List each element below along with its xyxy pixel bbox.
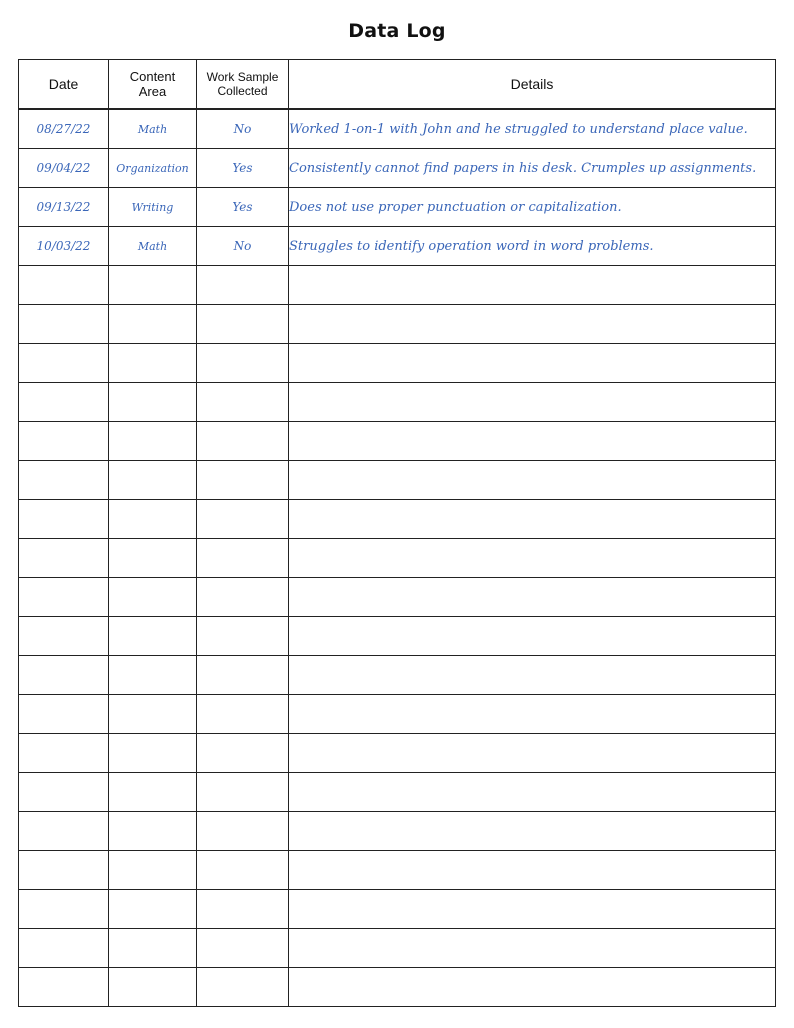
cell-details[interactable] — [289, 383, 776, 422]
cell-content-area[interactable] — [109, 266, 197, 305]
cell-date[interactable] — [19, 422, 109, 461]
cell-details[interactable] — [289, 266, 776, 305]
column-header-work-sample-line1: Work Sample — [206, 70, 279, 84]
cell-date[interactable] — [19, 578, 109, 617]
cell-details[interactable] — [289, 422, 776, 461]
cell-details[interactable] — [289, 578, 776, 617]
empty-table-row — [19, 461, 776, 500]
cell-details[interactable] — [289, 773, 776, 812]
cell-work-sample[interactable]: No — [197, 109, 289, 149]
cell-content-area[interactable]: Organization — [109, 149, 197, 188]
cell-date[interactable] — [19, 734, 109, 773]
cell-work-sample[interactable] — [197, 344, 289, 383]
cell-content-area[interactable] — [109, 812, 197, 851]
empty-table-row — [19, 500, 776, 539]
data-log-table — [18, 59, 776, 1007]
cell-work-sample[interactable] — [197, 968, 289, 1007]
cell-details[interactable] — [289, 851, 776, 890]
cell-details[interactable] — [289, 500, 776, 539]
empty-table-row — [19, 383, 776, 422]
cell-date[interactable]: 09/13/22 — [19, 188, 109, 227]
cell-content-area[interactable] — [109, 656, 197, 695]
cell-details[interactable] — [289, 812, 776, 851]
cell-date[interactable]: 08/27/22 — [19, 109, 109, 149]
empty-table-row — [19, 656, 776, 695]
cell-date[interactable] — [19, 773, 109, 812]
cell-content-area[interactable] — [109, 422, 197, 461]
cell-work-sample[interactable] — [197, 422, 289, 461]
cell-content-area[interactable] — [109, 968, 197, 1007]
page-title: Data Log — [348, 20, 446, 42]
cell-content-area[interactable] — [109, 305, 197, 344]
cell-work-sample[interactable] — [197, 851, 289, 890]
empty-table-row — [19, 578, 776, 617]
cell-date[interactable] — [19, 890, 109, 929]
cell-details[interactable] — [289, 695, 776, 734]
empty-table-row — [19, 617, 776, 656]
cell-date[interactable] — [19, 344, 109, 383]
cell-date[interactable]: 10/03/22 — [19, 227, 109, 266]
empty-table-row — [19, 812, 776, 851]
cell-work-sample[interactable] — [197, 695, 289, 734]
cell-work-sample[interactable]: No — [197, 227, 289, 266]
column-header-date: Date — [19, 60, 109, 110]
cell-details[interactable] — [289, 929, 776, 968]
header-row — [19, 60, 776, 110]
empty-table-row — [19, 422, 776, 461]
empty-table-row — [19, 968, 776, 1007]
cell-work-sample[interactable] — [197, 734, 289, 773]
cell-content-area[interactable] — [109, 461, 197, 500]
table-row — [19, 149, 776, 188]
cell-content-area[interactable] — [109, 578, 197, 617]
empty-table-row — [19, 734, 776, 773]
cell-date[interactable] — [19, 539, 109, 578]
table-row — [19, 109, 776, 149]
cell-content-area[interactable] — [109, 617, 197, 656]
cell-date[interactable] — [19, 266, 109, 305]
empty-table-row — [19, 344, 776, 383]
cell-work-sample[interactable] — [197, 305, 289, 344]
cell-content-area[interactable] — [109, 734, 197, 773]
column-header-content-area-line2: Area — [138, 84, 167, 99]
empty-table-row — [19, 305, 776, 344]
cell-details[interactable] — [289, 461, 776, 500]
cell-date[interactable] — [19, 461, 109, 500]
column-header-work-sample — [197, 60, 289, 110]
cell-work-sample[interactable]: Yes — [197, 188, 289, 227]
cell-date[interactable]: 09/04/22 — [19, 149, 109, 188]
cell-details[interactable] — [289, 617, 776, 656]
empty-table-row — [19, 773, 776, 812]
cell-content-area[interactable] — [109, 344, 197, 383]
cell-work-sample[interactable] — [197, 929, 289, 968]
cell-date[interactable] — [19, 500, 109, 539]
cell-work-sample[interactable] — [197, 539, 289, 578]
cell-content-area[interactable] — [109, 695, 197, 734]
cell-work-sample[interactable] — [197, 617, 289, 656]
cell-details[interactable] — [289, 656, 776, 695]
cell-work-sample[interactable]: Yes — [197, 149, 289, 188]
cell-content-area[interactable] — [109, 890, 197, 929]
cell-date[interactable] — [19, 305, 109, 344]
cell-details[interactable] — [289, 890, 776, 929]
cell-content-area[interactable] — [109, 539, 197, 578]
empty-table-row — [19, 851, 776, 890]
cell-date[interactable] — [19, 851, 109, 890]
column-header-details: Details — [289, 60, 776, 110]
empty-table-row — [19, 539, 776, 578]
cell-details[interactable] — [289, 344, 776, 383]
cell-date[interactable] — [19, 968, 109, 1007]
cell-date[interactable] — [19, 617, 109, 656]
cell-details[interactable]: Struggles to identify operation word in word problems. — [289, 227, 776, 266]
cell-content-area[interactable] — [109, 929, 197, 968]
cell-content-area[interactable]: Writing — [109, 188, 197, 227]
cell-work-sample[interactable] — [197, 656, 289, 695]
cell-date[interactable] — [19, 812, 109, 851]
cell-date[interactable] — [19, 656, 109, 695]
table-row — [19, 188, 776, 227]
cell-date[interactable] — [19, 695, 109, 734]
cell-date[interactable] — [19, 929, 109, 968]
column-header-content-area-line1: Content — [129, 69, 176, 84]
cell-details[interactable] — [289, 539, 776, 578]
cell-work-sample[interactable] — [197, 773, 289, 812]
empty-table-row — [19, 929, 776, 968]
cell-content-area[interactable] — [109, 773, 197, 812]
cell-details[interactable] — [289, 968, 776, 1007]
cell-content-area[interactable] — [109, 383, 197, 422]
cell-work-sample[interactable] — [197, 890, 289, 929]
cell-details[interactable]: Consistently cannot find papers in his desk. Crumples up assignments. — [289, 149, 776, 188]
cell-content-area[interactable] — [109, 500, 197, 539]
cell-details[interactable]: Worked 1-on-1 with John and he struggled to understand place value. — [289, 109, 776, 149]
table-row — [19, 227, 776, 266]
cell-work-sample[interactable] — [197, 461, 289, 500]
cell-work-sample[interactable] — [197, 578, 289, 617]
empty-table-row — [19, 890, 776, 929]
column-header-content-area — [109, 60, 197, 110]
empty-table-row — [19, 266, 776, 305]
cell-date[interactable] — [19, 383, 109, 422]
cell-work-sample[interactable] — [197, 500, 289, 539]
empty-table-row — [19, 695, 776, 734]
cell-content-area[interactable] — [109, 851, 197, 890]
cell-details[interactable] — [289, 734, 776, 773]
column-header-work-sample-line2: Collected — [217, 84, 268, 98]
cell-work-sample[interactable] — [197, 812, 289, 851]
cell-work-sample[interactable] — [197, 266, 289, 305]
cell-details[interactable]: Does not use proper punctuation or capitalization. — [289, 188, 776, 227]
cell-details[interactable] — [289, 305, 776, 344]
cell-content-area[interactable]: Math — [109, 109, 197, 149]
cell-work-sample[interactable] — [197, 383, 289, 422]
cell-content-area[interactable]: Math — [109, 227, 197, 266]
